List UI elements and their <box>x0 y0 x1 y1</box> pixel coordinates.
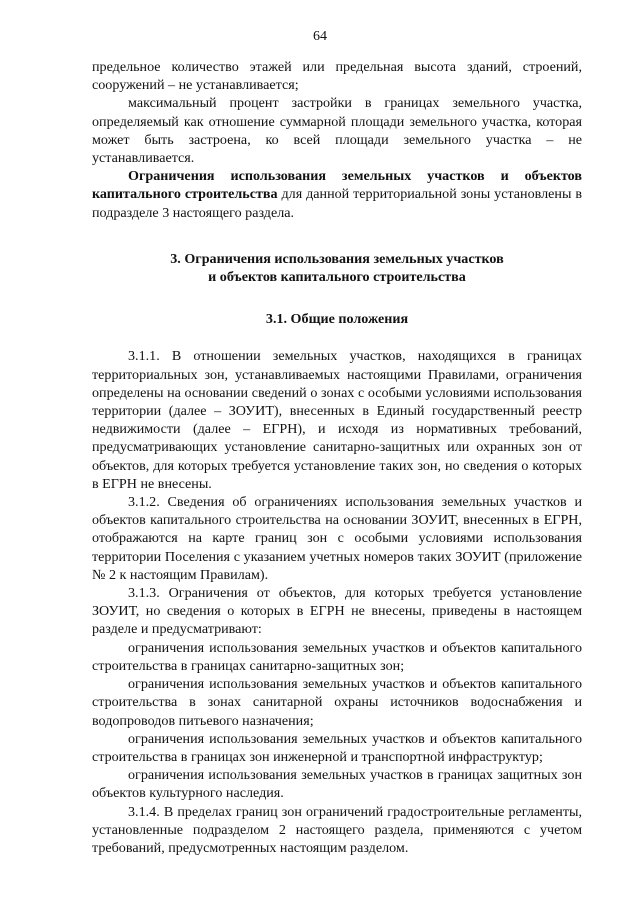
clause-3-1-2: 3.1.2. Сведения об ограничениях использования земельных участков и объектов капитального строительства на основании ЗОУИТ, внесенных в ЕГРН, отображаются на карте границ зон с особыми условиями использования территории Поселения с указанием учетных номеров таких ЗОУИТ (приложение № 2 к настоящим Правилам). <box>92 494 582 583</box>
restrictions-note-bold: Ограничения использования земельных участков и объектов капитального строительства <box>92 168 582 203</box>
section-heading-line1: 3. Ограничения использования земельных участков <box>170 250 504 267</box>
section-heading-line2: и объектов капитального строительства <box>208 269 466 286</box>
clause-3-1-1: 3.1.1. В отношении земельных участков, находящихся в границах территориальных зон, устанавливаемых настоящими Правилами, ограничения определены на основании сведений о зонах с особыми условиями использования территории (далее – ЗОУИТ), внесенных в Единый государственный реестр недвижимости (далее – ЕГРН), и исходя из нормативных требований, предусматривающих установление санитарно-защитных или охранных зон от объектов, для которых требуется установление таких зон, но сведения о которых в ЕГРН не внесены. <box>92 348 582 492</box>
clause-3-1-3: 3.1.3. Ограничения от объектов, для которых требуется установление ЗОУИТ, но сведения о которых в ЕГРН не внесены, приведены в настоящем разделе и предусматривают: <box>92 585 582 638</box>
page-number: 64 <box>313 29 327 44</box>
document-body <box>92 58 582 857</box>
restriction-item: ограничения использования земельных участков и объектов капитального строительства в границах санитарно-защитных зон; <box>92 639 582 674</box>
paragraph-build-percent: максимальный процент застройки в границах земельного участка, определяемый как отношение суммарной площади земельного участка, которая может быть застроена, ко всей площади земельного участка – не устанавливается. <box>92 95 582 167</box>
restriction-item: ограничения использования земельных участков и объектов капитального строительства в границах зон инженерной и транспортной инфраструктур; <box>92 730 582 765</box>
restriction-item: ограничения использования земельных участков и объектов капитального строительства в зонах санитарной охраны источников водоснабжения и водопроводов питьевого назначения; <box>92 676 582 729</box>
restrictions-note-rest: для данной территориальной зоны установлены в подразделе 3 настоящего раздела. <box>92 186 582 221</box>
clause-3-1-4: 3.1.4. В пределах границ зон ограничений градостроительные регламенты, установленные подразделом 2 настоящего раздела, применяются с учетом требований, предусмотренных настоящим разделом. <box>92 803 582 856</box>
paragraph-floors: предельное количество этажей или предельная высота зданий, строений, сооружений – не устанавливается; <box>92 59 582 94</box>
restriction-item: ограничения использования земельных участков в границах защитных зон объектов культурного наследия. <box>92 767 582 802</box>
subsection-heading: 3.1. Общие положения <box>265 311 409 328</box>
paragraph-restrictions-note <box>92 167 582 222</box>
